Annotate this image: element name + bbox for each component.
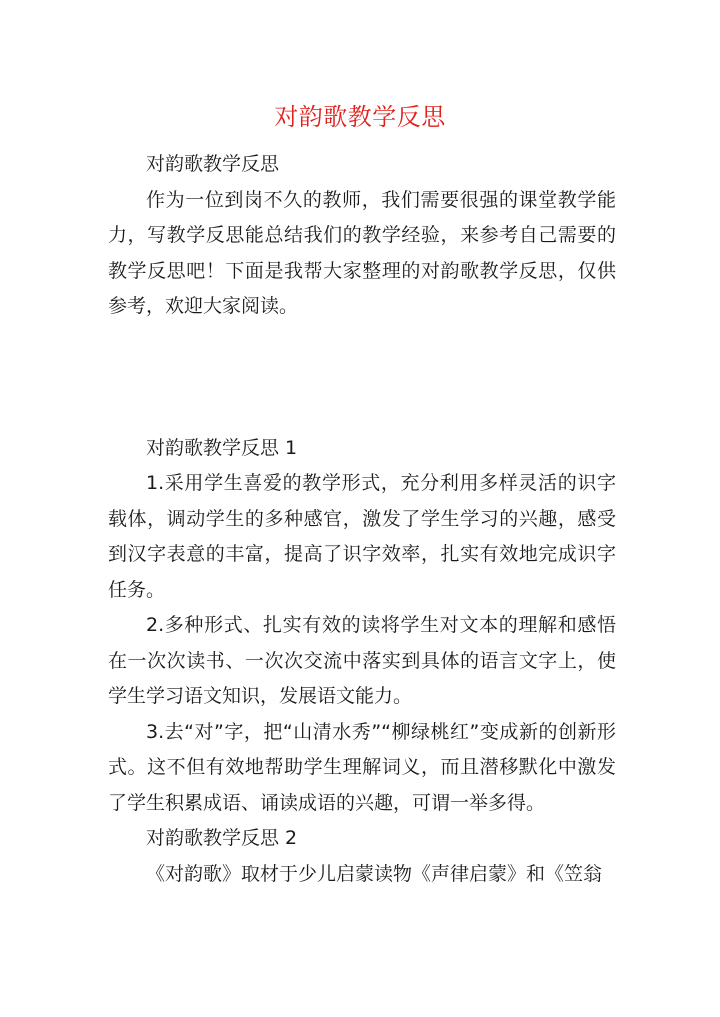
section-heading-2: 对韵歌教学反思 2 <box>146 827 298 849</box>
blank-space <box>108 325 616 431</box>
document-title: 对韵歌教学反思 <box>274 103 446 131</box>
paragraph-subtitle: 对韵歌教学反思 <box>146 153 280 175</box>
paragraph-point-1: 1.采用学生喜爱的教学形式，充分利用多样灵活的识字载体，调动学生的多种感官，激发了学生学习的兴趣，感受到汉字表意的丰富，提高了识字效率，扎实有效地完成识字任务。 <box>108 472 616 601</box>
paragraph-point-2: 2.多种形式、扎实有效的读将学生对文本的理解和感悟在一次次读书、一次次交流中落实到具体的语言文字上，使学生学习语文知识，发展语文能力。 <box>108 614 616 707</box>
paragraph-section-2-start: 《对韵歌》取材于少儿启蒙读物《声律启蒙》和《笠翁 <box>146 862 603 885</box>
paragraph-intro: 作为一位到岗不久的教师，我们需要很强的课堂教学能力，写教学反思能总结我们的教学经验，来参考自己需要的教学反思吧！下面是我帮大家整理的对韵歌教学反思，仅供参考，欢迎大家阅读。 <box>108 188 616 317</box>
section-heading-1: 对韵歌教学反思 1 <box>146 436 298 459</box>
paragraph-point-3: 3.去“对”字，把“山清水秀”“柳绿桃红”变成新的创新形式。这不但有效地帮助学生理解词义，而且潜移默化中激发了学生积累成语、诵读成语的兴趣，可谓一举多得。 <box>108 720 616 814</box>
document-body <box>108 147 616 892</box>
